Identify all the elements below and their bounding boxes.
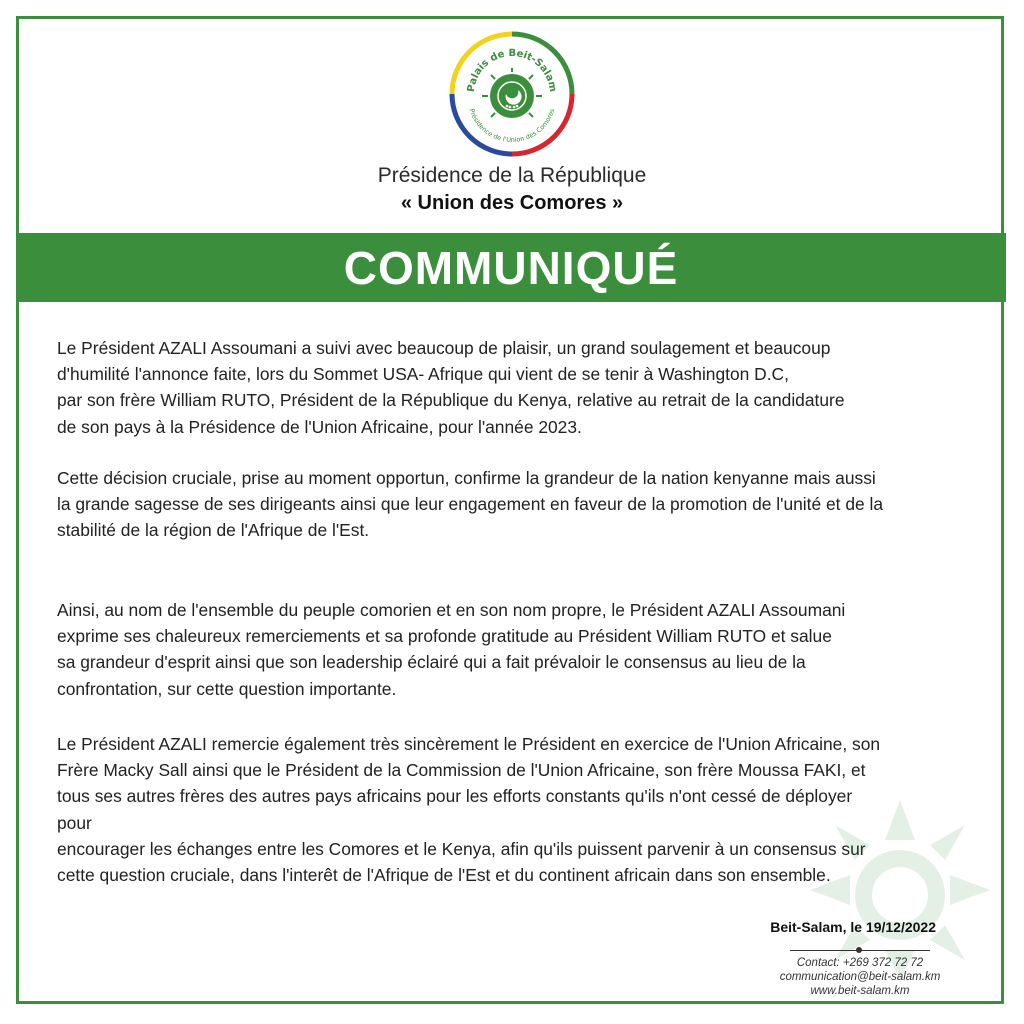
text-line: Cette décision cruciale, prise au moment opportun, confirme la grandeur de la nation kenyanne mais aussi [57, 468, 876, 488]
text-line: cette question cruciale, dans l'interêt de l'Afrique de l'Est et du continent africain dans son ensemble. [57, 865, 831, 886]
org-name-line2: « Union des Comores » [400, 192, 624, 214]
communique-banner [16, 233, 1006, 302]
contact-email: communication@beit-salam.km [779, 971, 941, 983]
org-name-line1: Présidence de la République [377, 164, 647, 187]
text-line: la grande sagesse de ses dirigeants ainsi que leur engagement en faveur de la promotion de l'unité et de la [57, 494, 884, 515]
text-line: Ainsi, au nom de l'ensemble du peuple comorien et en son nom propre, le Président AZALI Assoumani [57, 600, 846, 620]
contact-phone: Contact: +269 372 72 72 [796, 957, 924, 969]
text-line: par son frère William RUTO, Président de la République du Kenya, relative au retrait de la candidature [57, 390, 845, 411]
text-line: sa grandeur d'esprit ainsi que son leadership éclairé qui a fait prévaloir le consensus au lieu de la [57, 652, 806, 673]
emblem-watermark-icon [800, 800, 990, 980]
text-line: stabilité de la région de l'Afrique de l'Est. [57, 520, 370, 541]
text-line: confrontation, sur cette question importante. [57, 678, 397, 699]
text-line: d'humilité l'annonce faite, lors du Sommet USA- Afrique qui vient de se tenir à Washington D.C, [57, 364, 789, 385]
paragraph-1 [57, 335, 977, 440]
paragraph-2 [57, 465, 977, 544]
text-line: encourager les échanges entre les Comores et le Kenya, afin qu'ils puissent parvenir à un consensus sur [57, 838, 866, 859]
text-line: Le Président AZALI remercie également très sincèrement le Président en exercice de l'Union Africaine, son [57, 734, 881, 754]
paragraph-3 [57, 597, 977, 702]
divider-dot [856, 947, 862, 953]
text-line: tous ses autres frères des autres pays africains pour les efforts constants qu'ils n'ont cessé de déployer [57, 786, 853, 807]
presidency-seal-logo [444, 26, 580, 162]
contact-website: www.beit-salam.km [810, 985, 910, 997]
svg-text:Présidence de l'Union des Como: Présidence de l'Union des Comores [467, 107, 557, 145]
banner-title: COMMUNIQUÉ [343, 241, 679, 294]
text-line: Le Président AZALI Assoumani a suivi avec beaucoup de plaisir, un grand soulagement et beaucoup [57, 338, 831, 358]
svg-text:Palais de Beit-Salam: Palais de Beit-Salam [465, 47, 559, 93]
text-line: de son pays à la Présidence de l'Union Africaine, pour l'année 2023. [57, 416, 582, 437]
text-line: exprime ses chaleureux remerciements et sa profonde gratitude au Président William RUTO et salue [57, 626, 832, 647]
text-line: Frère Macky Sall ainsi que le Président de la Commission de l'Union Africaine, son frère Moussa FAKI, et [57, 760, 866, 781]
text-line: pour [57, 812, 92, 833]
place-date: Beit-Salam, le 19/12/2022 [770, 919, 936, 935]
